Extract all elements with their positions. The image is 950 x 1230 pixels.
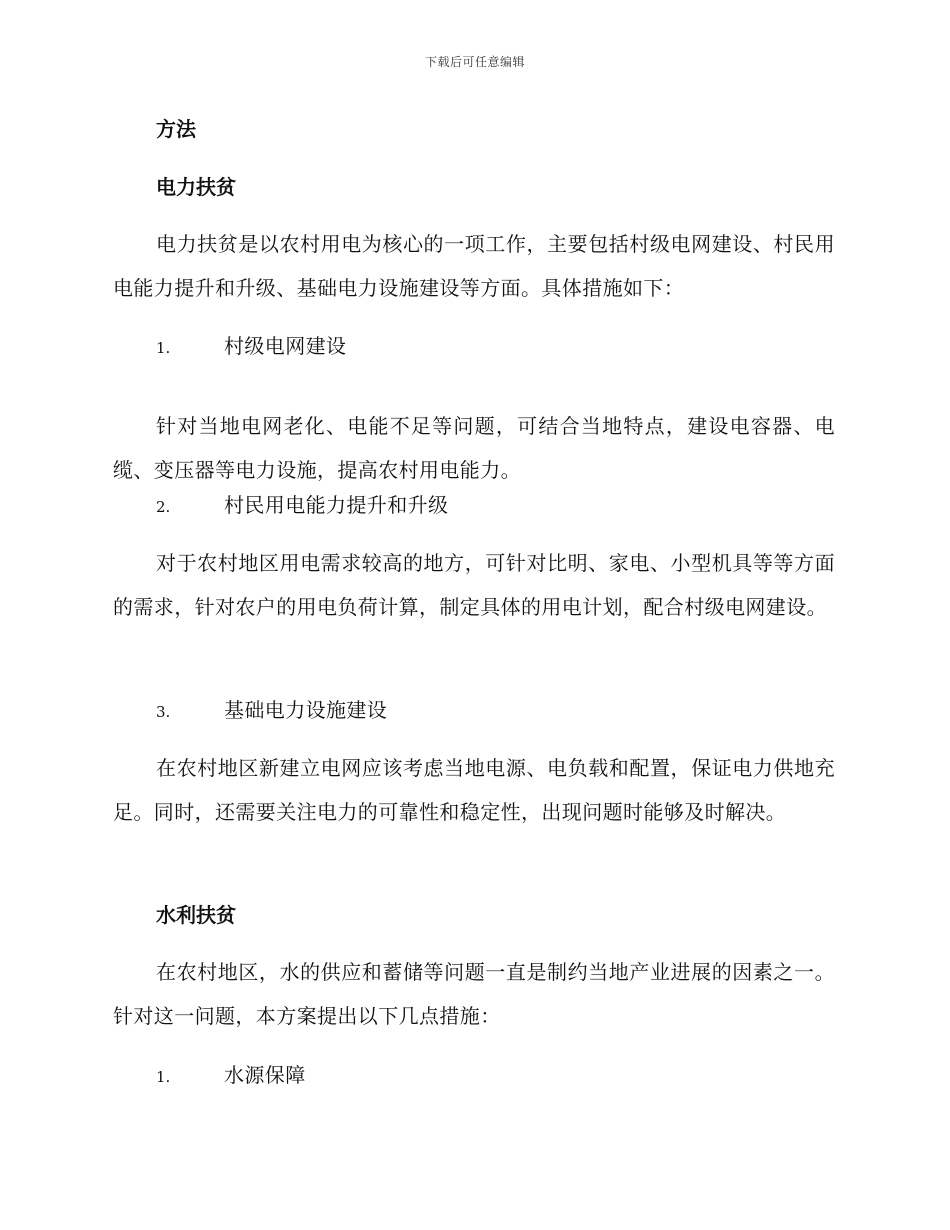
paragraph-power-item-2: 对于农村地区用电需求较高的地方，可针对比明、家电、小型机具等等方面的需求，针对农户的用电负荷计算，制定具体的用电计划，配合村级电网建设。	[113, 551, 835, 619]
list-item-power-2	[156, 491, 448, 519]
list-item-title: 水源保障	[224, 1063, 306, 1087]
paragraph-power-item-1: 针对当地电网老化、电能不足等问题，可结合当地特点，建设电容器、电缆、变压器等电力设施，提高农村用电能力。	[113, 414, 835, 482]
header-note: 下载后可任意编辑	[424, 55, 525, 69]
list-item-water-1	[156, 1061, 306, 1089]
list-number: 1.	[156, 339, 171, 357]
list-number: 2.	[156, 498, 171, 516]
paragraph-water-intro: 在农村地区，水的供应和蓄储等问题一直是制约当地产业进展的因素之一。针对这一问题，本方案提出以下几点措施：	[113, 960, 835, 1028]
section-heading-power: 电力扶贫	[156, 175, 236, 199]
paragraph-power-intro: 电力扶贫是以农村用电为核心的一项工作，主要包括村级电网建设、村民用电能力提升和升级、基础电力设施建设等方面。具体措施如下：	[113, 232, 835, 300]
section-heading-water: 水利扶贫	[156, 903, 236, 927]
section-heading-method: 方法	[156, 117, 196, 141]
list-item-title: 村级电网建设	[224, 334, 347, 358]
paragraph-power-item-3: 在农村地区新建立电网应该考虑当地电源、电负载和配置，保证电力供地充足。同时，还需要关注电力的可靠性和稳定性，出现问题时能够及时解决。	[113, 756, 835, 824]
list-number: 3.	[156, 703, 171, 721]
list-number: 1.	[156, 1068, 171, 1086]
list-item-power-3	[156, 696, 387, 724]
list-item-title: 基础电力设施建设	[224, 698, 388, 722]
list-item-title: 村民用电能力提升和升级	[224, 493, 449, 517]
list-item-power-1	[156, 332, 346, 360]
